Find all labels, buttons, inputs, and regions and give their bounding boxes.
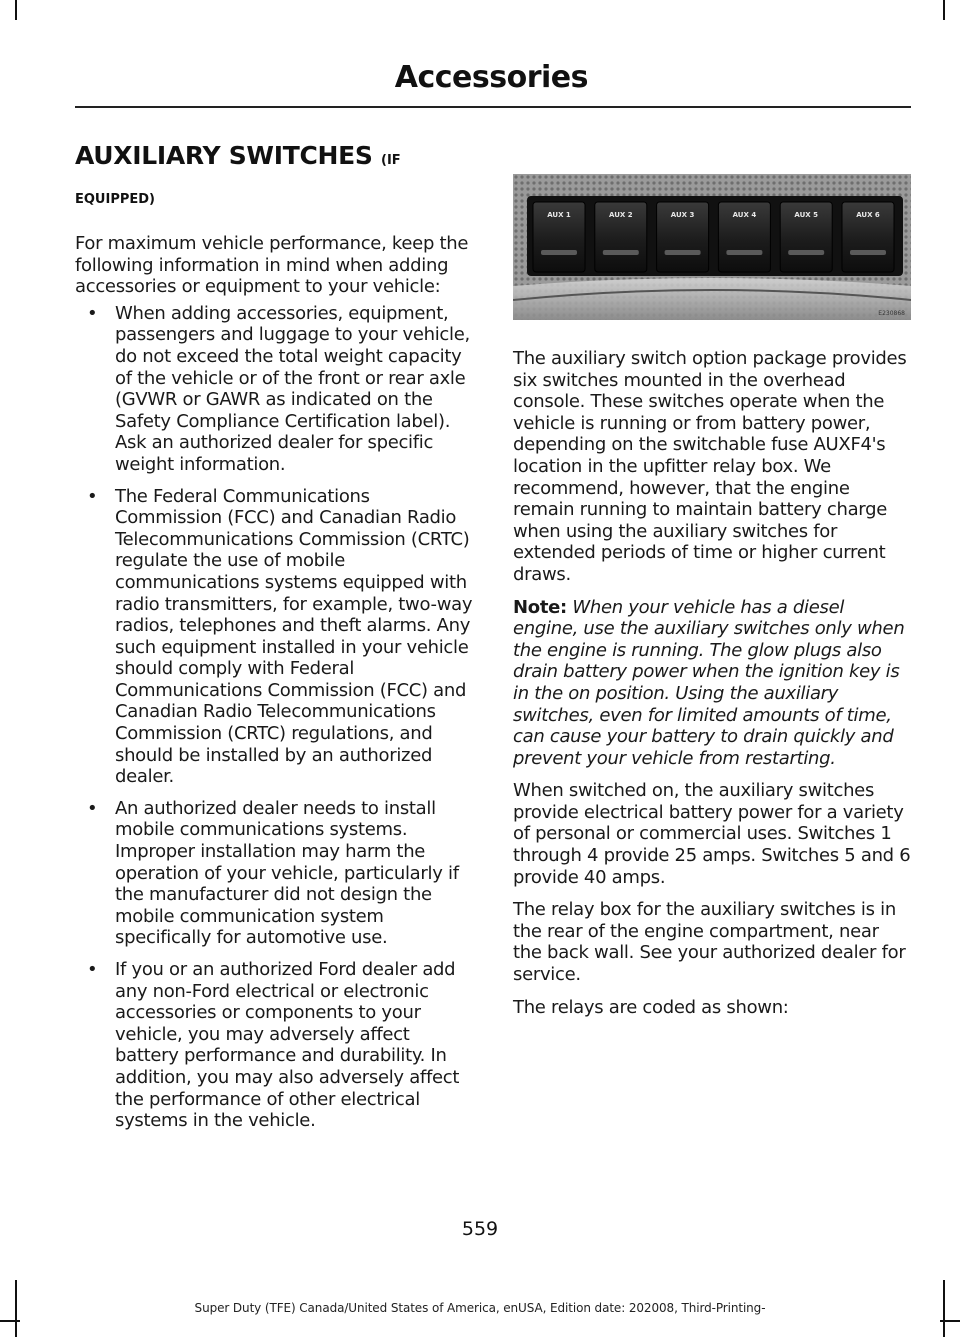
page-number: 559 xyxy=(461,1218,499,1240)
bullet-text: The Federal Communications Commission (FCC) and Canadian Radio Telecommunications Commission (CRTC) regulate the use of mobile communications systems equipped with radio transmitters, for example, two-way radios, telephones and theft alarms. Any such equipment installed in your vehicle should comply with Federal Communications Commission (FCC) and Canadian Radio Telecommunications Commission (CRTC) regulations, and should be installed by an authorized dealer. xyxy=(115,485,473,788)
crop-mark-bottom-right-h xyxy=(940,1320,960,1322)
right-column xyxy=(513,174,911,1029)
bullet-text: If you or an authorized Ford dealer add any non-Ford electrical or electronic accessories or components to your vehicle, you may adversely affect battery performance and durability. In addition, you may also adversely affect the performance of other electrical systems in the vehicle. xyxy=(115,959,460,1132)
bullet-text: When adding accessories, equipment, passengers and luggage to your vehicle, do not exceed the total weight capacity of the vehicle or of the front or rear axle (GVWR or GAWR as indicated on the Safety Compliance Certification label). Ask an authorized dealer for specific weight information. xyxy=(115,302,470,475)
bullet-mark: • xyxy=(87,302,98,324)
crop-mark-top-left-v xyxy=(15,0,17,20)
image-code: E230868 xyxy=(878,310,905,317)
bullet-mark: • xyxy=(87,485,98,507)
switch-label: AUX 3 xyxy=(670,211,695,219)
switch-button-2 xyxy=(595,202,647,272)
amperage-paragraph: When switched on, the auxiliary switches provide electrical battery power for a variety of personal or commercial uses. Switches 1 through 4 provide 25 amps. Switches 5 and 6 provide 40 amps. xyxy=(513,780,911,888)
switch-label: AUX 5 xyxy=(794,211,818,219)
crop-mark-bottom-left-h xyxy=(0,1320,20,1322)
switch-button-3 xyxy=(657,202,709,272)
section-title-continuation: EQUIPPED) xyxy=(75,192,155,207)
header-title: Accessories xyxy=(394,60,588,95)
list-item xyxy=(75,798,477,949)
list-item xyxy=(75,486,477,788)
switch-button-6 xyxy=(842,202,894,272)
note-text: When your vehicle has a diesel engine, use the auxiliary switches only when the engine is running. The glow plugs also drain battery power when the ignition key is in the on position. Using the auxiliary switches, even for limited amounts of time, can cause your battery to drain quickly and prevent your vehicle from restarting. xyxy=(513,596,905,769)
switch-indicator xyxy=(788,250,824,255)
switch-button-1 xyxy=(533,202,585,272)
bullet-mark: • xyxy=(87,959,98,980)
note-label: Note: xyxy=(513,596,567,618)
note-paragraph xyxy=(513,597,911,770)
left-column xyxy=(75,140,477,1142)
switch-label: AUX 4 xyxy=(732,211,757,219)
switch-label: AUX 6 xyxy=(856,211,880,219)
section-title-small: (IF xyxy=(381,153,401,168)
auxiliary-switch-panel-image xyxy=(513,174,911,320)
switch-indicator xyxy=(665,250,701,255)
switch-label: AUX 2 xyxy=(609,211,633,219)
switch-button-5 xyxy=(780,202,832,272)
bullet-mark: • xyxy=(87,797,98,819)
crop-mark-top-right-v xyxy=(943,0,945,20)
switch-indicator xyxy=(541,250,577,255)
section-title-main: AUXILIARY SWITCHES xyxy=(75,141,373,170)
panel-lower-rim xyxy=(513,278,911,320)
switch-label: AUX 1 xyxy=(547,211,571,219)
bullet-list xyxy=(75,303,477,1132)
switch-indicator xyxy=(850,250,886,255)
list-item xyxy=(75,303,477,476)
section-title xyxy=(75,140,477,177)
header-rule xyxy=(75,106,911,108)
description-paragraph: The auxiliary switch option package provides six switches mounted in the overhead console. These switches operate when the vehicle is running or from battery power, depending on the switchable fuse AUXF4's location in the upfitter relay box. We recommend, however, that the engine remain running to maintain battery charge when using the auxiliary switches for extended periods of time or higher current draws. xyxy=(513,348,907,585)
switch-indicator xyxy=(726,250,762,255)
switch-button-4 xyxy=(718,202,770,272)
footer-text: Super Duty (TFE) Canada/United States of America, enUSA, Edition date: 202008, Third-Printing- xyxy=(194,1301,766,1315)
relay-box-paragraph: The relay box for the auxiliary switches is in the rear of the engine compartment, near the back wall. See your authorized dealer for service. xyxy=(513,899,906,986)
switch-indicator xyxy=(603,250,639,255)
relay-codes-paragraph: The relays are coded as shown: xyxy=(513,996,789,1018)
list-item xyxy=(75,959,477,1132)
bullet-text: An authorized dealer needs to install mobile communications systems. Improper installation may harm the operation of your vehicle, particularly if the manufacturer did not design the mobile communication system specifically for automotive use. xyxy=(115,797,459,949)
intro-paragraph: For maximum vehicle performance, keep the following information in mind when adding accessories or equipment to your vehicle: xyxy=(75,233,469,298)
